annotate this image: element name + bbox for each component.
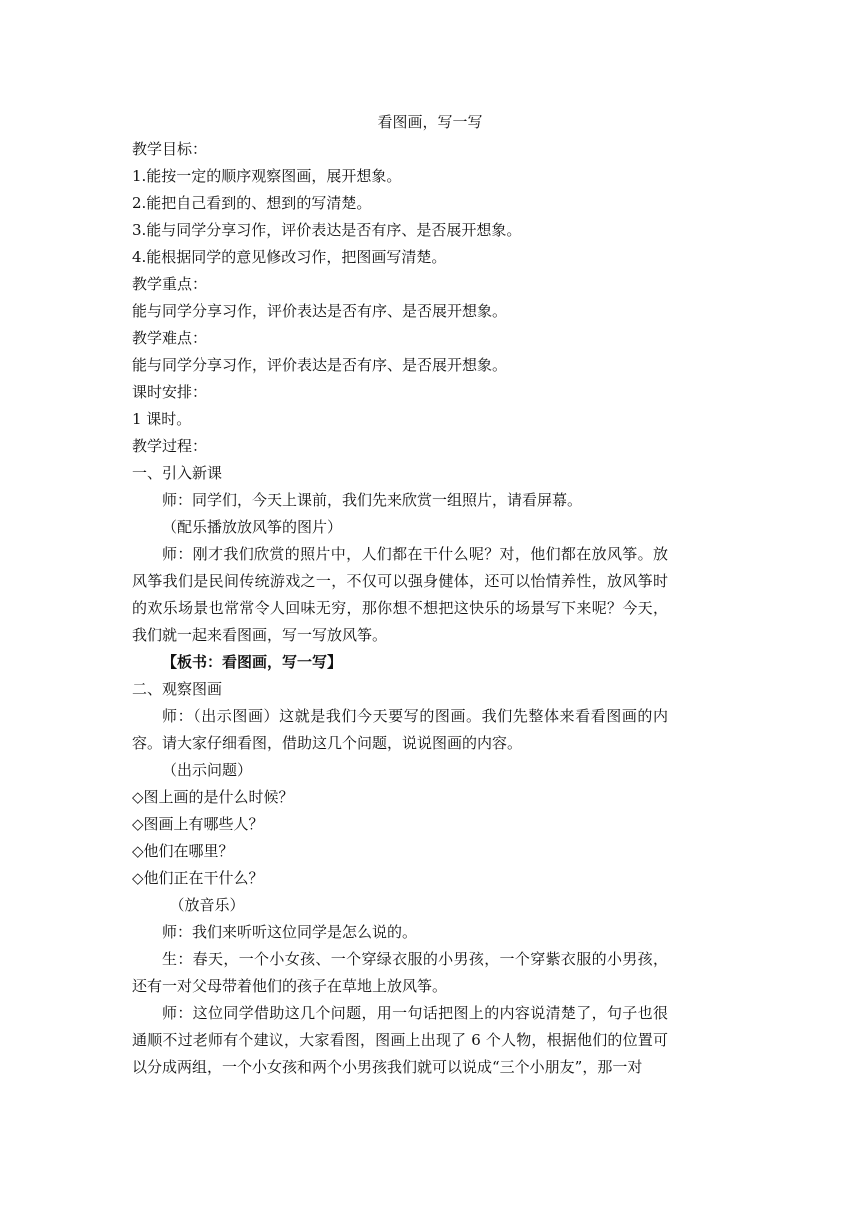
board-note: 【板书：看图画，写一写】: [162, 653, 343, 671]
paragraph: （放音乐）: [169, 896, 245, 914]
paragraph: （出示问题）: [162, 761, 253, 779]
paragraph: （配乐播放放风筝的图片）: [162, 518, 343, 536]
key-points-text: 能与同学分享习作，评价表达是否有序、是否展开想象。: [132, 302, 508, 320]
paragraph: 生：春天，一个小女孩、一个穿绿衣服的小男孩，一个穿紫衣服的小男孩，还有一对父母带着他们的孩子在草地上放风筝。: [132, 950, 668, 995]
document-body: [132, 136, 668, 1081]
paragraph: 师：刚才我们欣赏的照片中，人们都在干什么呢？对，他们都在放风筝。放风筝我们是民间传统游戏之一，不仅可以强身健体，还可以怡情养性，放风筝时的欢乐场景也常常令人回味无穷，那你想不想把这快乐的场景写下来呢？今天，我们就一起来看图画，写一写放风筝。: [132, 545, 668, 644]
paragraph: 师：（出示图画）这就是我们今天要写的图画。我们先整体来看看图画的内容。请大家仔细看图，借助这几个问题，说说图画的内容。: [132, 707, 668, 752]
question-item: ◇图上画的是什么时候？: [132, 788, 294, 806]
question-item: ◇他们正在干什么？: [132, 869, 264, 887]
difficulties-text: 能与同学分享习作，评价表达是否有序、是否展开想象。: [132, 356, 508, 374]
objectives-heading: 教学目标：: [132, 140, 208, 158]
document-title: 看图画，写一写: [377, 113, 483, 131]
section-heading: 二、观察图画: [132, 680, 223, 698]
objective-item: 1.能按一定的顺序观察图画，展开想象。: [132, 167, 402, 185]
paragraph: 师：这位同学借助这几个问题，用一句话把图上的内容说清楚了，句子也很通顺不过老师有个建议，大家看图，图画上出现了 6 个人物，根据他们的位置可以分成两组，一个小女孩和两个小男孩我们就可以说成“三个小朋友”，那一对: [132, 1004, 668, 1076]
process-heading: 教学过程：: [132, 437, 208, 455]
key-points-heading: 教学重点：: [132, 275, 208, 293]
schedule-heading: 课时安排：: [132, 383, 208, 401]
objective-item: 4.能根据同学的意见修改习作，把图画写清楚。: [132, 248, 447, 266]
question-item: ◇图画上有哪些人？: [132, 815, 264, 833]
paragraph: 师：我们来听听这位同学是怎么说的。: [162, 923, 418, 941]
question-item: ◇他们在哪里？: [132, 842, 234, 860]
objective-item: 3.能与同学分享习作，评价表达是否有序、是否展开想象。: [132, 221, 522, 239]
paragraph: 师：同学们，今天上课前，我们先来欣赏一组照片，请看屏幕。: [162, 491, 583, 509]
objective-item: 2.能把自己看到的、想到的写清楚。: [132, 194, 372, 212]
difficulties-heading: 教学难点：: [132, 329, 208, 347]
schedule-text: 1 课时。: [132, 410, 192, 428]
section-heading: 一、引入新课: [132, 464, 223, 482]
